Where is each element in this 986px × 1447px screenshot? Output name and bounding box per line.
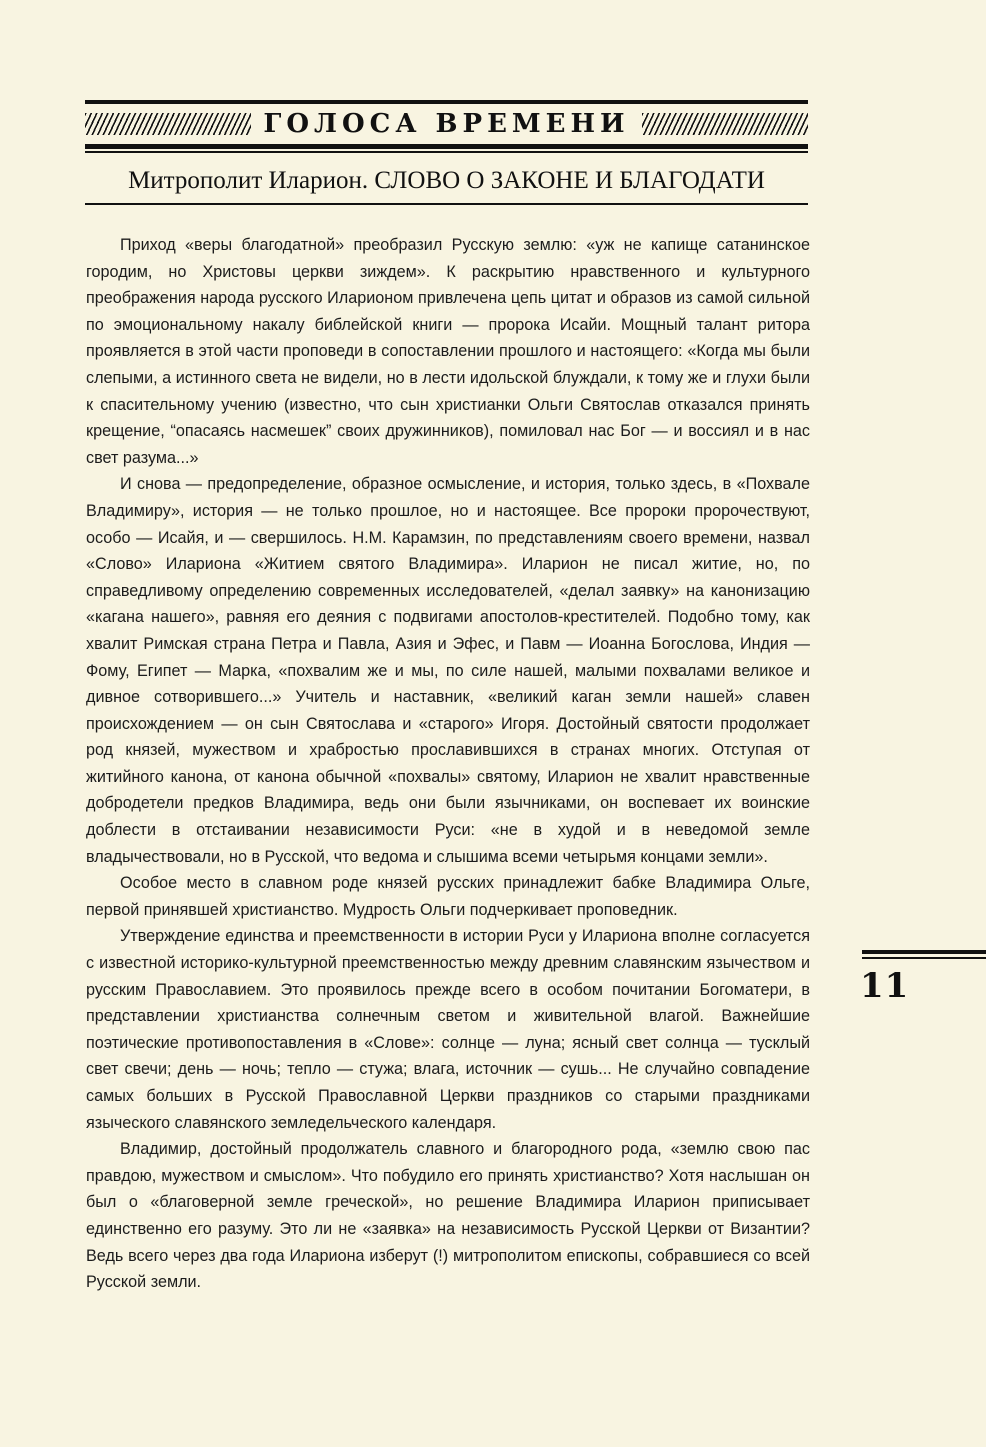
page-number-rule-thin	[862, 957, 986, 959]
title-rule	[85, 203, 808, 205]
header-thick-rule	[85, 144, 808, 149]
header-thin-rule	[85, 151, 808, 153]
article-body	[86, 232, 810, 1296]
hatch-ornament-left	[85, 113, 251, 135]
running-header	[85, 110, 808, 138]
paragraph: И снова — предопределение, образное осмысление, и история, только здесь, в «Похвале Владимиру», история — не только прошлое, но и настоящее. Все пророки пророчествуют, особо — Исайя, и — свершилось. Н.М. Карамзин, по представлениям своего времени, назвал «Слово» Илариона «Житием святого Владимира». Иларион не писал житие, но, по справедливому определению современных исследователей, «делал заявку» на канонизацию «кагана нашего», равняя его деяния с подвигами апостолов-крестителей. Подобно тому, как хвалит Римская страна Петра и Павла, Азия и Эфес, и Павм — Иоанна Богослова, Индия — Фому, Египет — Марка, «похвалим же и мы, по силе нашей, малыми похвалами великое и дивное сотворившего...» Учитель и наставник, «великий каган земли нашей» славен происхождением — он сын Святослава и «старого» Игоря. Достойный святости продолжает род князей, мужеством и храбростью прославившихся в странах многих. Отступая от житийного канона, от канона обычной «похвалы» святому, Иларион не хвалит нравственные добродетели предков Владимира, ведь они были язычниками, он воспевает их воинские доблести в отстаивании независимости Руси: «не в худой и в неведомой земле владычествовали, но в Русской, что ведома и слышима всеми четырьмя концами земли».	[86, 475, 810, 866]
paragraph: Приход «веры благодатной» преобразил Русскую землю: «уж не капище сатанинское городим, но Христовы церкви зиждем». К раскрытию нравственного и культурного преображения народа русского Иларионом привлечена цепь цитат и образов из самой сильной по эмоциональному накалу библейской книги — пророка Исайи. Мощный талант ритора проявляется в этой части проповеди в сопоставлении прошлого и настоящего: «Когда мы были слепыми, а истинного света не видели, но в лести идольской блуждали, к тому же и глухи были к спасительному учению (известно, что сын христианки Ольги Святослав отказался принять крещение, “опасаясь насмешек” своих дружинников), помиловал нас Бог — и воссиял и в нас свет разума...»	[86, 236, 810, 467]
paragraph: Особое место в славном роде князей русских принадлежит бабке Владимира Ольге, первой принявшей христианство. Мудрость Ольги подчеркивает проповедник.	[86, 874, 810, 919]
paragraph: Владимир, достойный продолжатель славного и благородного рода, «землю свою пас правдою, мужеством и смыслом». Что побудило его принять христианство? Хотя наслышан он был о «благоверной земле греческой», но решение Владимира Иларион приписывает единственно его разуму. Это ли не «заявка» на независимость Русской Церкви от Византии? Ведь всего через два года Илариона изберут (!) митрополитом епископы, собравшиеся со всей Русской земли.	[86, 1140, 810, 1292]
article-title: Митрополит Иларион. СЛОВО О ЗАКОНЕ И БЛАГОДАТИ	[128, 167, 765, 194]
paragraph: Утверждение единства и преемственности в истории Руси у Илариона вполне согласуется с известной историко-культурной преемственностью между древним славянским язычеством и русским Православием. Это проявилось прежде всего в особом почитании Богоматери, в представлении христианства солнечным светом и живительной влагой. Важнейшие поэтические противопоставления в «Слове»: солнце — луна; ясный свет солнца — тусклый свет свечи; день — ночь; тепло — стужа; влага, источник — сушь... Не случайно совпадение самых больших в Русской Православной Церкви праздников со старыми праздниками языческого славянского земледельческого календаря.	[86, 927, 810, 1132]
hatch-ornament-right	[642, 113, 808, 135]
header-top-rule	[85, 100, 808, 104]
running-title: ГОЛОСА ВРЕМЕНИ	[263, 109, 630, 139]
page-number-rule-thick	[862, 950, 986, 954]
page-number: 11	[860, 966, 910, 1006]
